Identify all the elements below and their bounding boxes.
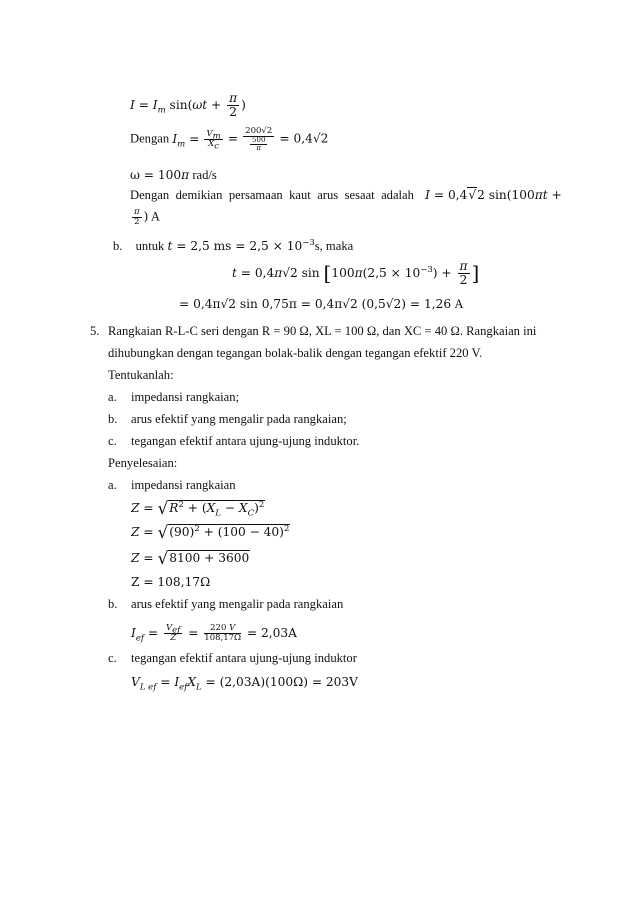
solution-c-label: c.	[108, 651, 117, 665]
word: kaut	[289, 188, 311, 202]
word: demikian	[175, 188, 223, 202]
item-label: b.	[113, 239, 123, 253]
task-label: b.	[108, 412, 118, 426]
problem-number: 5.	[90, 324, 100, 338]
im-value: 0,4√2	[293, 131, 329, 146]
equation-z-3: Z = √8100 + 3600	[131, 549, 250, 569]
task-text: impedansi rangkaian;	[131, 390, 240, 404]
result-unit: A	[454, 297, 464, 311]
equation-z-1: $Z = √R^2 + (X_L - X_C)^2$	[131, 499, 265, 519]
equation-t-substitution: t = 0,4π√2 $\sin [100\pi(2,5 \times 10^{-3})$ + $\frac{\pi}{2}$ ]	[232, 259, 480, 287]
word: adalah	[381, 188, 414, 202]
maka-text: s, maka	[314, 239, 354, 253]
dengan-label: Dengan	[130, 131, 170, 146]
problem-statement-line-1: Rangkaian R-L-C seri dengan R = 90 Ω, XL = 100 Ω, dan XC = 40 Ω. Rangkaian ini	[108, 324, 537, 338]
ief-value: = 2,03A	[246, 625, 297, 640]
vl-value: = (2,03A)(100Ω) = 203V	[205, 675, 358, 689]
task-text: tegangan efektif antara ujung-ujung induktor.	[131, 434, 360, 448]
task-text: arus efektif yang mengalir pada rangkaian;	[131, 412, 347, 426]
task-label: a.	[108, 390, 117, 404]
word: sesaat	[344, 188, 375, 202]
problem-ask: Tentukanlah:	[108, 368, 174, 382]
problem-statement-line-2: dihubungkan dengan tegangan bolak-balik dengan tegangan efektif 220 V.	[108, 346, 483, 360]
sentence-continuation: $\frac{\pi}{2}$ ) A	[134, 207, 160, 227]
word: Dengan	[130, 188, 170, 202]
result-expression: = 0,4π√2 sin 0,75π = 0,4π√2 (0,5√2) = 1,26	[179, 297, 452, 311]
untuk-word: untuk	[135, 239, 165, 253]
solution-b-label: b.	[108, 597, 118, 611]
task-label: c.	[108, 434, 117, 448]
solution-a-label: a.	[108, 478, 117, 492]
omega-unit: rad/s	[192, 168, 217, 182]
equation-result	[179, 296, 463, 312]
solution-b-title: arus efektif yang mengalir pada rangkaian	[131, 597, 344, 611]
solution-title: Penyelesaian:	[108, 456, 178, 470]
equation-z-2: $Z = √(90)^2 + (100 - 40)^2$	[131, 523, 290, 543]
equation-ief: $I_{ef}$ = $V_{ef}$ Z = $\frac{220 V}{108,17\Omega}$ = 2,03A	[131, 623, 297, 644]
solution-c-title: tegangan efektif antara ujung-ujung induktor	[131, 651, 357, 665]
word: arus	[317, 188, 339, 202]
ampere-unit: A	[150, 209, 160, 224]
sentence-current-equation: Dengan demikian persamaan kaut arus sesaat adalah I = 0,4√2 sin(100πt +	[130, 188, 562, 202]
equation-vl: $V_{L ef} = I_{ef}X_L = (2,03A)(100\Omega) = 203V$	[131, 675, 358, 693]
solution-a-title: impedansi rangkaian	[131, 478, 236, 492]
word: persamaan	[228, 188, 283, 202]
equation-omega: ω = 100π rad/s	[130, 168, 217, 182]
solution-b-line: b. untuk t = 2,5 ms = $2,5 \times 10^{-3}s$, maka	[113, 237, 354, 253]
equation-z-result: Z = 108,17Ω	[131, 575, 211, 589]
equation-current: $I = I_m$ sin(ωt + $\frac{\pi}{2}$ )	[130, 91, 246, 119]
equation-im: Dengan $I_m$ = $\frac{V_m}{X_c}$ = $\frac{200√2}{\frac{500}{\pi}}$ = 0,4√2	[130, 126, 329, 153]
